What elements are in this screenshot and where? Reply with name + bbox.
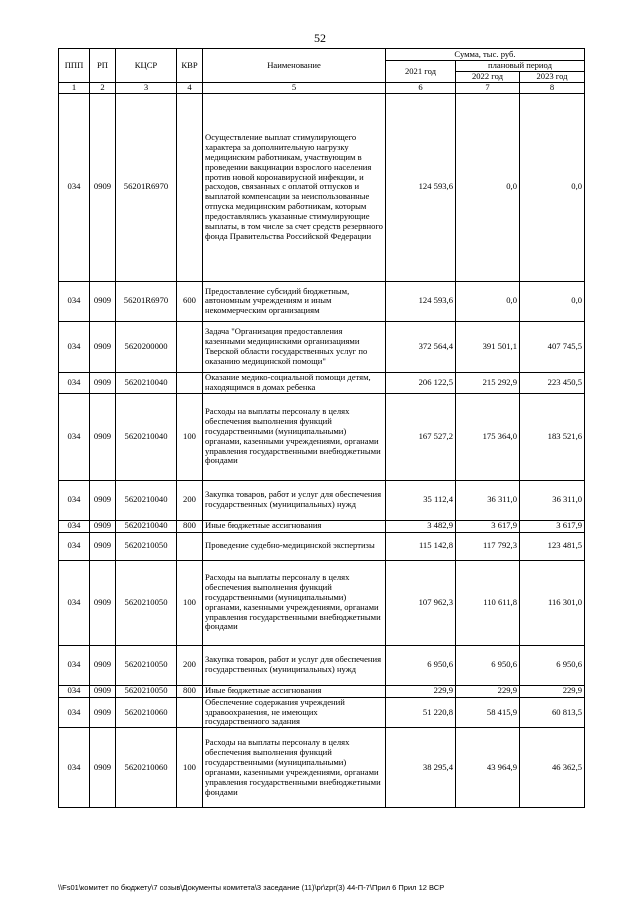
cell-kcsr: 5620210050 bbox=[116, 645, 177, 685]
cell-kvr bbox=[177, 532, 203, 560]
cell-2022: 117 792,3 bbox=[456, 532, 520, 560]
cell-rp: 0909 bbox=[90, 480, 116, 520]
cell-ppp: 034 bbox=[59, 480, 90, 520]
file-path-footer: \\Fs01\комитет по бюджету\7 созыв\Документы комитета\3 заседание (11)\pr\zpr(3) 44-П-7\Прил 6 Прил 12 ВСР bbox=[58, 883, 445, 892]
cell-ppp: 034 bbox=[59, 697, 90, 728]
cell-2021: 206 122,5 bbox=[386, 372, 456, 393]
cell-2023: 223 450,5 bbox=[520, 372, 585, 393]
cell-2021: 107 962,3 bbox=[386, 560, 456, 645]
cell-name: Осуществление выплат стимулирующего характера за дополнительную нагрузку медицинским работникам, участвующим в проведении вакцинации взрослого населения против новой коронавирусной инфекции, и расходов, связанных с оплатой отпусков и выплатой компенсации за неиспользованные отпуска медицинским работникам, которым предоставлялись указанные стимулирующие выплаты, в том числе за счет средств резервного фонда Правительства Российской Федерации bbox=[203, 93, 386, 281]
cell-kcsr: 5620210050 bbox=[116, 685, 177, 697]
cell-2023: 60 813,5 bbox=[520, 697, 585, 728]
cell-kvr bbox=[177, 372, 203, 393]
cell-2021: 35 112,4 bbox=[386, 480, 456, 520]
cell-2022: 6 950,6 bbox=[456, 645, 520, 685]
cell-2022: 58 415,9 bbox=[456, 697, 520, 728]
cell-2022: 36 311,0 bbox=[456, 480, 520, 520]
cell-2023: 407 745,5 bbox=[520, 321, 585, 372]
header-2021: 2021 год bbox=[386, 61, 456, 83]
cell-name: Расходы на выплаты персоналу в целях обеспечения выполнения функций государственными (муниципальными) органами, казенными учреждениями, органами управления государственными внебюджетными фондами bbox=[203, 560, 386, 645]
cell-2022: 0,0 bbox=[456, 281, 520, 321]
column-number: 3 bbox=[116, 83, 177, 94]
cell-name: Расходы на выплаты персоналу в целях обеспечения выполнения функций государственными (муниципальными) органами, казенными учреждениями, органами управления государственными внебюджетными фондами bbox=[203, 728, 386, 808]
cell-2023: 116 301,0 bbox=[520, 560, 585, 645]
table-row bbox=[59, 645, 585, 685]
cell-2021: 38 295,4 bbox=[386, 728, 456, 808]
table-row bbox=[59, 321, 585, 372]
header-kcsr: КЦСР bbox=[116, 49, 177, 83]
table-row bbox=[59, 560, 585, 645]
header-2023: 2023 год bbox=[520, 72, 585, 83]
column-number-row bbox=[59, 83, 585, 94]
cell-rp: 0909 bbox=[90, 697, 116, 728]
cell-kcsr: 5620210050 bbox=[116, 560, 177, 645]
column-number: 5 bbox=[203, 83, 386, 94]
cell-ppp: 034 bbox=[59, 93, 90, 281]
cell-2023: 36 311,0 bbox=[520, 480, 585, 520]
table-row bbox=[59, 372, 585, 393]
page-number: 52 bbox=[314, 31, 326, 45]
table-row bbox=[59, 393, 585, 480]
cell-2023: 183 521,6 bbox=[520, 393, 585, 480]
cell-kcsr: 5620200000 bbox=[116, 321, 177, 372]
cell-2021: 51 220,8 bbox=[386, 697, 456, 728]
cell-kcsr: 5620210040 bbox=[116, 520, 177, 532]
cell-rp: 0909 bbox=[90, 645, 116, 685]
cell-2023: 0,0 bbox=[520, 281, 585, 321]
header-kvr: КВР bbox=[177, 49, 203, 83]
cell-2023: 6 950,6 bbox=[520, 645, 585, 685]
cell-2022: 110 611,8 bbox=[456, 560, 520, 645]
cell-name: Расходы на выплаты персоналу в целях обеспечения выполнения функций государственными (муниципальными) органами, казенными учреждениями, органами управления государственными внебюджетными фондами bbox=[203, 393, 386, 480]
header-rp: РП bbox=[90, 49, 116, 83]
cell-2022: 391 501,1 bbox=[456, 321, 520, 372]
cell-kvr: 800 bbox=[177, 685, 203, 697]
header-name: Наименование bbox=[203, 49, 386, 83]
cell-kcsr: 5620210060 bbox=[116, 697, 177, 728]
cell-kvr bbox=[177, 697, 203, 728]
cell-2022: 43 964,9 bbox=[456, 728, 520, 808]
budget-table bbox=[58, 48, 585, 808]
header-ppp: ППП bbox=[59, 49, 90, 83]
column-number: 8 bbox=[520, 83, 585, 94]
table-row bbox=[59, 532, 585, 560]
header-planned-period: плановый период bbox=[456, 61, 585, 72]
cell-2023: 0,0 bbox=[520, 93, 585, 281]
cell-kvr: 600 bbox=[177, 281, 203, 321]
cell-2021: 3 482,9 bbox=[386, 520, 456, 532]
cell-rp: 0909 bbox=[90, 321, 116, 372]
cell-kvr: 800 bbox=[177, 520, 203, 532]
cell-name: Задача "Организация предоставления казенными медицинскими организациями Тверской области государственных услуг по оказанию медицинской помощи" bbox=[203, 321, 386, 372]
column-number: 6 bbox=[386, 83, 456, 94]
table-row bbox=[59, 728, 585, 808]
cell-kvr bbox=[177, 321, 203, 372]
cell-kcsr: 5620210050 bbox=[116, 532, 177, 560]
cell-kcsr: 5620210040 bbox=[116, 393, 177, 480]
cell-rp: 0909 bbox=[90, 685, 116, 697]
cell-kcsr: 56201R6970 bbox=[116, 93, 177, 281]
cell-ppp: 034 bbox=[59, 393, 90, 480]
cell-rp: 0909 bbox=[90, 520, 116, 532]
cell-kcsr: 5620210060 bbox=[116, 728, 177, 808]
cell-kcsr: 5620210040 bbox=[116, 372, 177, 393]
cell-2022: 0,0 bbox=[456, 93, 520, 281]
cell-name: Проведение судебно-медицинской экспертизы bbox=[203, 532, 386, 560]
cell-ppp: 034 bbox=[59, 532, 90, 560]
cell-name: Иные бюджетные ассигнования bbox=[203, 520, 386, 532]
cell-2023: 46 362,5 bbox=[520, 728, 585, 808]
column-number: 1 bbox=[59, 83, 90, 94]
cell-2021: 229,9 bbox=[386, 685, 456, 697]
table-row bbox=[59, 93, 585, 281]
cell-2021: 124 593,6 bbox=[386, 281, 456, 321]
cell-2023: 229,9 bbox=[520, 685, 585, 697]
cell-name: Оказание медико-социальной помощи детям, находящимся в домах ребенка bbox=[203, 372, 386, 393]
cell-ppp: 034 bbox=[59, 321, 90, 372]
cell-rp: 0909 bbox=[90, 93, 116, 281]
column-number: 2 bbox=[90, 83, 116, 94]
cell-rp: 0909 bbox=[90, 281, 116, 321]
column-number: 7 bbox=[456, 83, 520, 94]
cell-kvr: 200 bbox=[177, 645, 203, 685]
table-row bbox=[59, 520, 585, 532]
cell-2021: 115 142,8 bbox=[386, 532, 456, 560]
table-row bbox=[59, 480, 585, 520]
cell-2021: 167 527,2 bbox=[386, 393, 456, 480]
cell-ppp: 034 bbox=[59, 728, 90, 808]
cell-2023: 123 481,5 bbox=[520, 532, 585, 560]
cell-name: Иные бюджетные ассигнования bbox=[203, 685, 386, 697]
cell-kvr: 100 bbox=[177, 728, 203, 808]
cell-ppp: 034 bbox=[59, 372, 90, 393]
cell-rp: 0909 bbox=[90, 728, 116, 808]
column-number: 4 bbox=[177, 83, 203, 94]
cell-ppp: 034 bbox=[59, 520, 90, 532]
cell-2022: 175 364,0 bbox=[456, 393, 520, 480]
cell-ppp: 034 bbox=[59, 560, 90, 645]
cell-2021: 6 950,6 bbox=[386, 645, 456, 685]
cell-2022: 229,9 bbox=[456, 685, 520, 697]
cell-rp: 0909 bbox=[90, 532, 116, 560]
cell-kvr: 100 bbox=[177, 393, 203, 480]
cell-kvr bbox=[177, 93, 203, 281]
cell-2021: 124 593,6 bbox=[386, 93, 456, 281]
cell-rp: 0909 bbox=[90, 372, 116, 393]
cell-2022: 215 292,9 bbox=[456, 372, 520, 393]
cell-kcsr: 5620210040 bbox=[116, 480, 177, 520]
cell-rp: 0909 bbox=[90, 560, 116, 645]
cell-kvr: 100 bbox=[177, 560, 203, 645]
cell-2023: 3 617,9 bbox=[520, 520, 585, 532]
cell-name: Предоставление субсидий бюджетным, автономным учреждениям и иным некоммерческим организациям bbox=[203, 281, 386, 321]
table-row bbox=[59, 697, 585, 728]
cell-ppp: 034 bbox=[59, 645, 90, 685]
cell-name: Закупка товаров, работ и услуг для обеспечения государственных (муниципальных) нужд bbox=[203, 645, 386, 685]
cell-ppp: 034 bbox=[59, 281, 90, 321]
cell-rp: 0909 bbox=[90, 393, 116, 480]
cell-2022: 3 617,9 bbox=[456, 520, 520, 532]
table-row bbox=[59, 281, 585, 321]
header-sum: Сумма, тыс. руб. bbox=[386, 49, 585, 61]
cell-name: Обеспечение содержания учреждений здравоохранения, не имеющих государственного задания bbox=[203, 697, 386, 728]
cell-kcsr: 56201R6970 bbox=[116, 281, 177, 321]
table-row bbox=[59, 685, 585, 697]
cell-2021: 372 564,4 bbox=[386, 321, 456, 372]
cell-ppp: 034 bbox=[59, 685, 90, 697]
header-2022: 2022 год bbox=[456, 72, 520, 83]
cell-kvr: 200 bbox=[177, 480, 203, 520]
cell-name: Закупка товаров, работ и услуг для обеспечения государственных (муниципальных) нужд bbox=[203, 480, 386, 520]
